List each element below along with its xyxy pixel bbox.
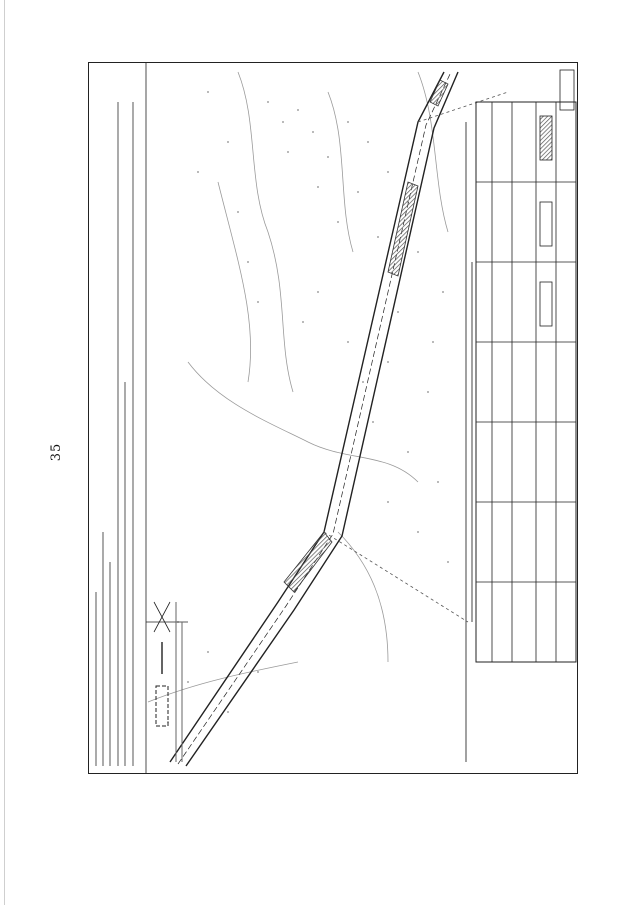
- corridor-edge-right: [186, 72, 458, 766]
- pipeline-corridor: [170, 72, 458, 766]
- scan-edge: [4, 0, 5, 905]
- legend-block: [146, 602, 188, 762]
- corridor-edge-left: [170, 72, 444, 762]
- table-swatch-empty-2: [540, 282, 552, 326]
- legend-symbol-diagonal: [154, 602, 170, 632]
- table-swatch-hatched: [540, 116, 552, 160]
- corridor-centerline: [178, 72, 451, 764]
- plots-table: [476, 102, 576, 662]
- vegetation-dots: [167, 91, 449, 723]
- table-title-lines: [466, 122, 472, 762]
- cadastral-boundaries: [324, 92, 508, 622]
- table-swatch-empty-1: [540, 202, 552, 246]
- land-plot-map: [88, 62, 578, 774]
- hatched-land-plot-2: [388, 182, 418, 276]
- title-block-text-lines: [96, 102, 133, 766]
- terrain-contours: [148, 72, 448, 702]
- legend-symbol-dashed-boundary: [156, 686, 168, 726]
- sheet-number-box: [560, 70, 574, 110]
- page-number: 35: [48, 442, 64, 462]
